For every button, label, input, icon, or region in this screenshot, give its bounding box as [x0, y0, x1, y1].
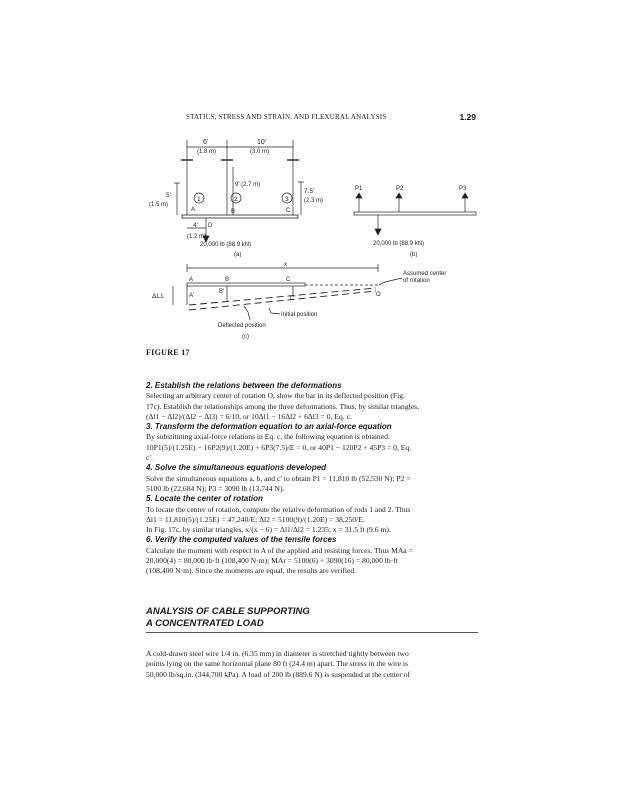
dim-6-label: 6'	[203, 139, 209, 146]
bar-initial	[187, 283, 305, 286]
step-line: To locate the center of rotation, compute the relative deformation of rods 1 and 2. Thus	[146, 504, 411, 514]
leader-initial	[269, 308, 280, 314]
step-line: c′.	[146, 453, 153, 463]
diagram-a-label: (a)	[234, 252, 242, 258]
delta-l1-label: ΔL1	[152, 293, 164, 300]
load-arrow-b	[375, 229, 381, 235]
point-b: B	[231, 209, 236, 215]
dim-5m-label: (1.5 m)	[149, 202, 169, 208]
intro-line: points lying on the same horizontal plane 80 ft (24.4 m) apart. The stress in the wire is	[146, 659, 408, 669]
force-label-p3: P3	[459, 186, 467, 192]
page-number: 1.29	[459, 112, 476, 122]
dim-4m-label: (1.2 m)	[187, 234, 207, 240]
rod-number-3: 3	[285, 196, 289, 203]
point-o: O	[376, 292, 381, 298]
dim-5-label: 5'	[166, 192, 171, 199]
intro-line: A cold-drawn steel wire 1/4 in. (6.35 mm) in diameter is stretched tightly between two	[146, 649, 409, 658]
section-title-line-1: ANALYSIS OF CABLE SUPPORTING	[146, 606, 310, 617]
bar-deflected-upper	[189, 288, 376, 305]
point-b-prime: B'	[219, 289, 225, 295]
point-a-c: A	[189, 277, 194, 283]
dim-x-label: x	[284, 262, 287, 268]
step-3	[146, 422, 482, 463]
free-body-bar	[354, 212, 476, 215]
force-arrow-p3	[462, 193, 468, 198]
section-title	[146, 606, 310, 630]
figure-17	[0, 0, 617, 345]
step-line: (108,400 N·m). Since the moments are equal, the results are verified.	[146, 566, 357, 576]
point-a-prime: A'	[189, 293, 195, 299]
point-c-c: C	[286, 277, 291, 283]
dim-4-label: 4'	[193, 222, 198, 229]
dim-10m-label: (3.0 m)	[250, 149, 270, 155]
force-label-p1: P1	[355, 186, 363, 192]
dim-9-label: 9' (2.7 m)	[235, 182, 261, 188]
step-line: Δl1 = 11,810(5)/(1.25E) = 47,240/E; Δl2 = 5100(9)/(1.20E) = 38,250/E.	[146, 514, 365, 524]
initial-position-label: Initial position	[281, 312, 318, 318]
step-line: In Fig. 17c, by similar triangles, x/(x − 6) = Δl1/Δl2 = 1.235; x = 31.5 ft (9.6 m).	[146, 525, 391, 535]
step-line: 17c). Establish the relationships among the three deformations. Thus, by similar triangles,	[146, 401, 419, 411]
point-a: A	[191, 207, 196, 213]
dim-75m-label: (2.3 m)	[304, 198, 324, 204]
step-4	[146, 463, 482, 494]
rod-number-1: 1	[197, 196, 201, 203]
force-label-p2: P2	[396, 186, 404, 192]
dim-10-label: 10'	[257, 139, 267, 146]
leader-deflected	[244, 306, 250, 320]
step-line: Calculate the moment with respect to A of the applied and resisting forces. Thus MAa =	[146, 545, 413, 555]
step-line: (Δl1 − Δl2)/(Δl2 − Δl3) = 6/10, or 10Δl1 − 16Δl2 + 6Δl3 = 0, Eq. c.	[146, 411, 352, 421]
load-b-label: 20,000 lb (88.9 kN)	[373, 241, 425, 247]
point-d: D	[208, 223, 213, 229]
rigid-bar	[182, 215, 298, 218]
step-title: 3. Transform the deformation equation to an axial-force equation	[146, 422, 392, 432]
load-a-label: 20,000 lb (88.9 kN)	[200, 242, 252, 248]
intro-paragraph	[146, 649, 482, 680]
rod-number-2: 2	[234, 196, 238, 203]
force-arrow-p1	[356, 193, 362, 198]
point-c: C	[286, 208, 291, 214]
bar-deflected-lower	[189, 291, 376, 310]
step-line: Solve the simultaneous equations a, b, and c′ to obtain P1 = 11,810 lb (52,530 N); P2 =	[146, 473, 411, 483]
section-title-line-2: A CONCENTRATED LOAD	[146, 618, 264, 629]
step-title: 6. Verify the computed values of the tensile forces	[146, 535, 337, 545]
point-b-c: B	[225, 277, 230, 283]
dim-6m-label: (1.8 m)	[197, 149, 217, 155]
diagram-c-label: (c)	[242, 334, 249, 340]
step-line: By substituting axial-force relations in Eq. c, the following equation is obtained:	[146, 432, 391, 442]
section-title-rule	[146, 632, 478, 633]
solution-steps	[146, 381, 482, 577]
point-c-prime: C'	[290, 296, 296, 302]
running-head: STATICS, STRESS AND STRAIN, AND FLEXURAL ANALYSIS	[186, 113, 387, 121]
step-title: 2. Establish the relations between the deformations	[146, 381, 342, 390]
leader-assumed-center	[379, 278, 402, 285]
step-line: 5100 lb (22,684 N); P3 = 3090 lb (13,744 N).	[146, 483, 285, 493]
intro-line: 50,000 lb/sq.in. (344,700 kPa). A load of 200 lb (889.6 N) is suspended at the center of	[146, 669, 411, 679]
step-6	[146, 535, 482, 576]
assumed-center-label-2: of rotation	[403, 278, 430, 284]
deflected-position-label: Deflected position	[218, 323, 266, 329]
step-2	[146, 381, 482, 422]
step-title: 4. Solve the simultaneous equations developed	[146, 463, 327, 473]
assumed-center-label-1: Assumed center	[403, 271, 447, 277]
step-5	[146, 494, 482, 535]
step-title: 5. Locate the center of rotation	[146, 494, 263, 504]
figure-caption: FIGURE 17	[146, 348, 190, 357]
force-arrow-p2	[396, 193, 402, 198]
diagram-b-label: (b)	[410, 252, 418, 258]
step-line: Selecting an arbitrary center of rotation O, show the bar in its deflected position (Fig.	[146, 391, 405, 401]
dim-75-label: 7.5'	[304, 188, 315, 195]
step-line: 20,000(4) = 80,000 lb·ft (108,400 N·m); MAr = 5100(6) + 3090(16) = 80,000 lb·ft	[146, 556, 398, 566]
step-line: 10P1(5)/(1.25E) − 16P2(9)/(1.20E) + 6P3(7.5)/E = 0, or 40P1 − 120P2 + 45P3 = 0, Eq.	[146, 442, 412, 452]
